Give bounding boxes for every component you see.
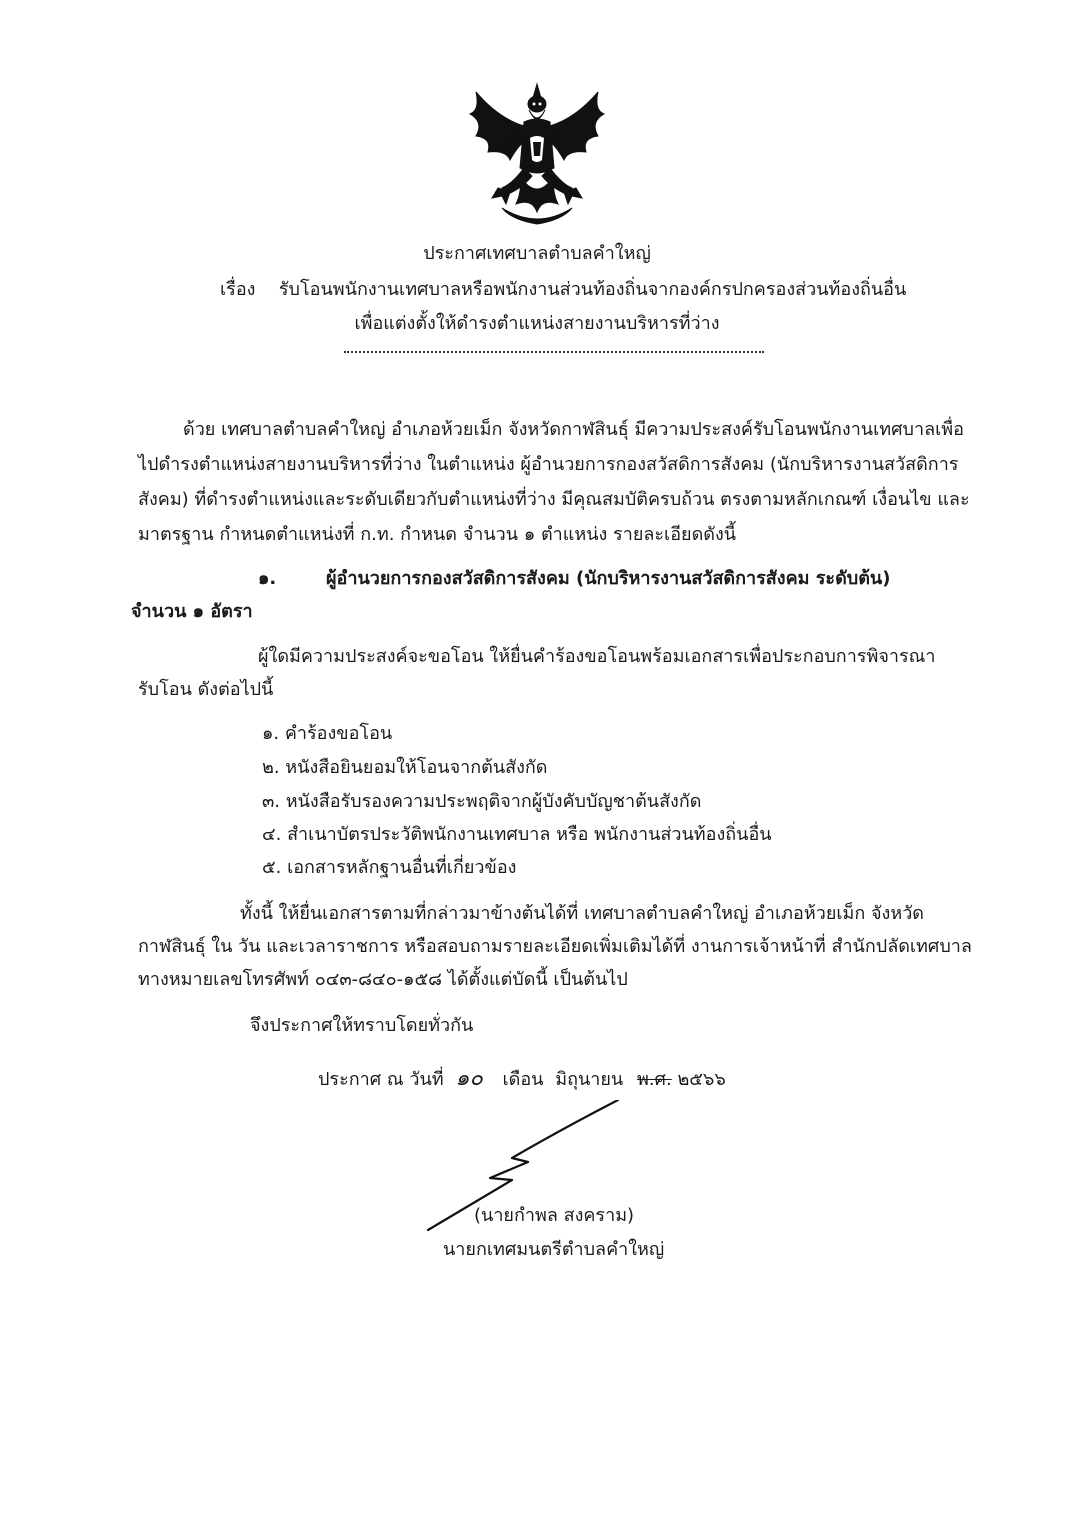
apply-line-1: ผู้ใดมีความประสงค์จะขอโอน ให้ยื่นคำร้องขอโอนพร้อมเอกสารเพื่อประกอบการพิจารณา	[258, 646, 936, 667]
list-item: ๔. สำเนาบัตรประวัติพนักงานเทศบาล หรือ พนักงานส่วนท้องถิ่นอื่น	[262, 824, 772, 845]
position-number: ๑.	[258, 568, 277, 589]
subject-label: เรื่อง	[220, 279, 256, 300]
submission-line-3: ทางหมายเลขโทรศัพท์ ๐๔๓-๘๔๐-๑๕๘ ได้ตั้งแต่บัดนี้ เป็นต้นไป	[138, 969, 628, 990]
closing-text: จึงประกาศให้ทราบโดยทั่วกัน	[250, 1015, 474, 1036]
signer-title: นายกเทศมนตรีตำบลคำใหญ่	[443, 1239, 665, 1260]
subject-text: รับโอนพนักงานเทศบาลหรือพนักงานส่วนท้องถิ่นจากองค์กรปกครองส่วนท้องถิ่นอื่น	[278, 279, 907, 300]
position-title: ผู้อำนวยการกองสวัสดิการสังคม (นักบริหารงานสวัสดิการสังคม ระดับต้น)	[326, 568, 891, 589]
list-item: ๓. หนังสือรับรองความประพฤติจากผู้บังคับบัญชาต้นสังกัด	[262, 791, 702, 812]
list-item: ๑. คำร้องขอโอน	[262, 723, 393, 744]
announcement-title: ประกาศเทศบาลตำบลคำใหญ่	[423, 243, 651, 264]
list-item: ๒. หนังสือยินยอมให้โอนจากต้นสังกัด	[262, 757, 548, 778]
apply-line-2: รับโอน ดังต่อไปนี้	[138, 679, 274, 700]
date-month-label: เดือน	[502, 1069, 544, 1090]
date-day: ๑๐	[455, 1066, 483, 1091]
date-year: ๒๕๖๖	[677, 1069, 726, 1090]
submission-line-2: กาฬสินธุ์ ใน วัน และเวลาราชการ หรือสอบถามรายละเอียดเพิ่มเติมได้ที่ งานการเจ้าหน้าที่ สำนักปลัดเทศบาล	[138, 936, 972, 957]
intro-line-2: ไปดำรงตำแหน่งสายงานบริหารที่ว่าง ในตำแหน่ง ผู้อำนวยการกองสวัสดิการสังคม (นักบริหารงานสวัสดิการ	[138, 454, 959, 475]
position-count: จำนวน ๑ อัตรา	[131, 601, 253, 622]
submission-line-1: ทั้งนี้ ให้ยื่นเอกสารตามที่กล่าวมาข้างต้นได้ที่ เทศบาลตำบลคำใหญ่ อำเภอห้วยเม็ก จังหวัด	[240, 903, 924, 924]
subject-row	[220, 278, 906, 302]
list-item: ๕. เอกสารหลักฐานอื่นที่เกี่ยวข้อง	[262, 857, 517, 878]
date-prefix: ประกาศ ณ วันที่	[318, 1069, 444, 1090]
intro-line-3: สังคม) ที่ดำรงตำแหน่งและระดับเดียวกับตำแหน่งที่ว่าง มีคุณสมบัติครบถ้วน ตรงตามหลักเกณฑ์ เงื่อนไข และ	[138, 489, 970, 510]
subject-line-2: เพื่อแต่งตั้งให้ดำรงตำแหน่งสายงานบริหารที่ว่าง	[354, 313, 720, 334]
signer-name: (นายกำพล สงคราม)	[474, 1205, 635, 1226]
intro-line-1: ด้วย เทศบาลตำบลคำใหญ่ อำเภอห้วยเม็ก จังหวัดกาฬสินธุ์ มีความประสงค์รับโอนพนักงานเทศบาลเพื่อ	[183, 419, 964, 440]
intro-line-4: มาตรฐาน กำหนดตำแหน่งที่ ก.ท. กำหนด จำนวน ๑ ตำแหน่ง รายละเอียดดังนี้	[138, 524, 737, 545]
dotted-divider	[344, 351, 764, 353]
date-month: มิถุนายน	[555, 1069, 624, 1090]
date-line	[318, 1067, 726, 1092]
garuda-emblem-icon	[462, 80, 612, 230]
date-era: พ.ศ.	[636, 1069, 672, 1090]
